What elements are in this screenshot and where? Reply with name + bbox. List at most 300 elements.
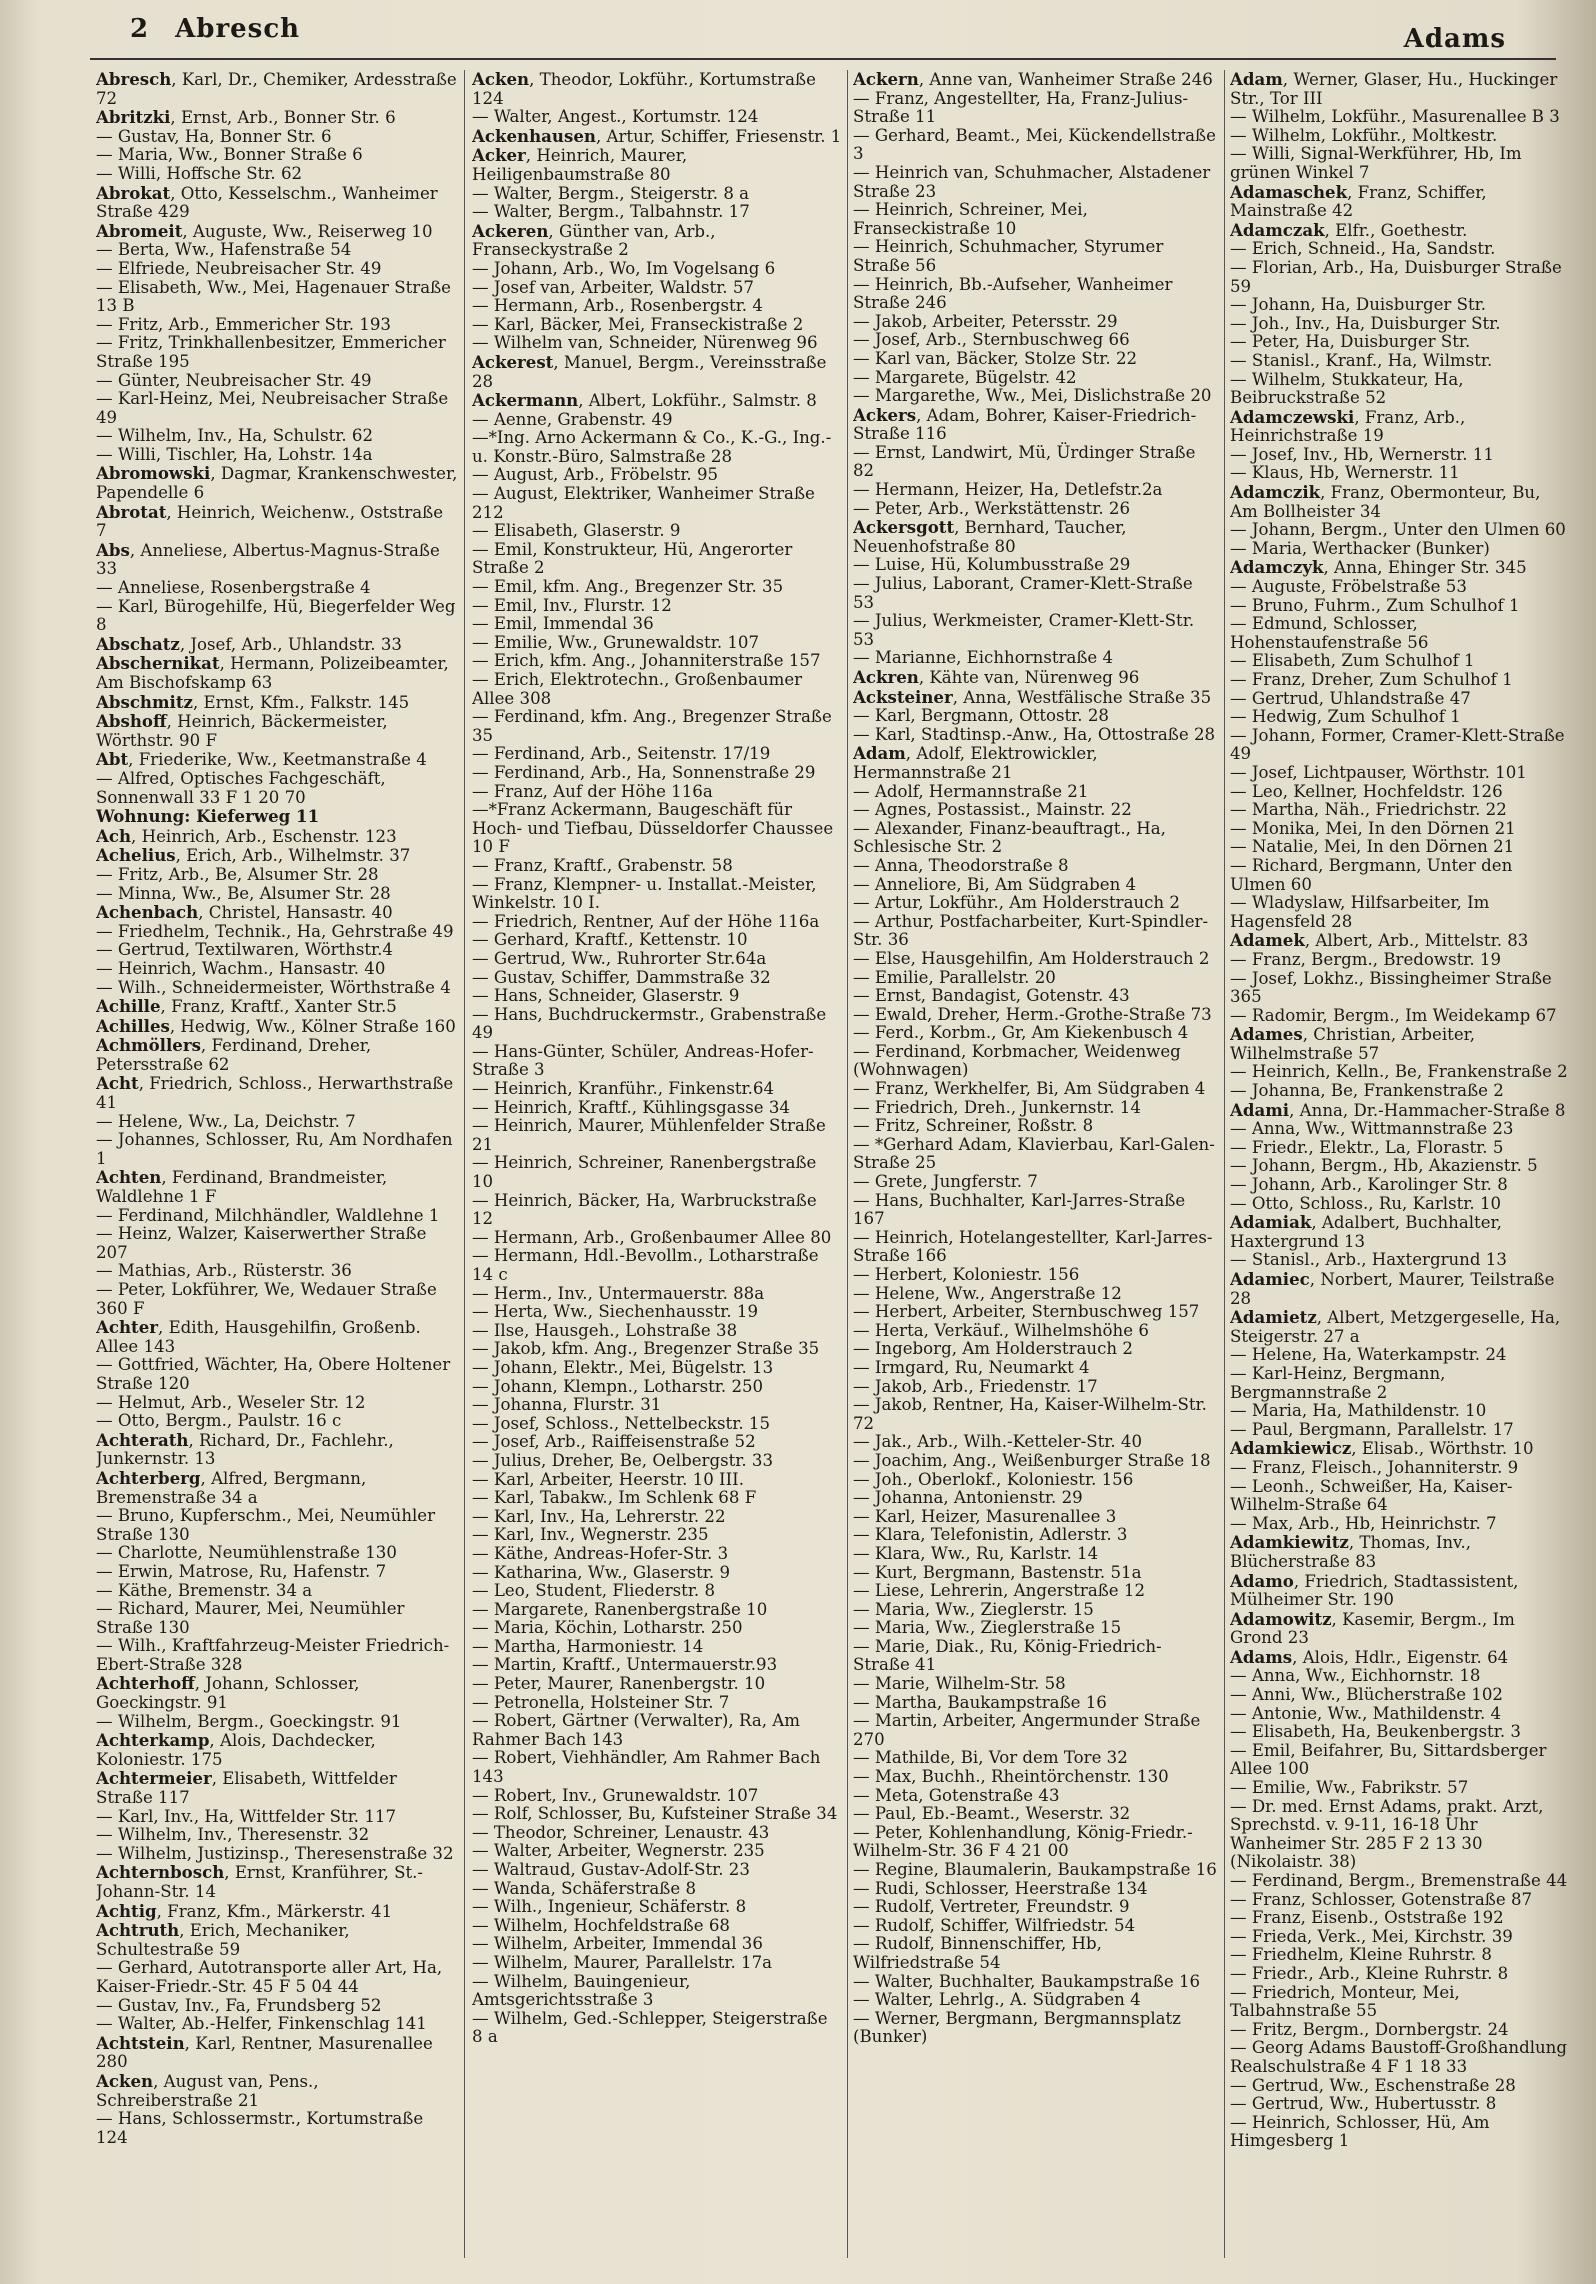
- directory-entry: — Friedrich, Dreh., Junkernstr. 14: [853, 1097, 1141, 1117]
- directory-entry: — Liese, Lehrerin, Angerstraße 12: [853, 1581, 1146, 1601]
- directory-entry: — Emil, Beifahrer, Bu, Sittardsberger Allee 100: [1230, 1740, 1547, 1779]
- directory-entry: — Joachim, Ang., Weißenburger Straße 18: [853, 1450, 1211, 1470]
- directory-entry: — Emil, kfm. Ang., Bregenzer Str. 35: [472, 577, 784, 597]
- directory-entry: Adamczik, Franz, Obermonteur, Bu, Am Bollheister 34: [1230, 482, 1541, 521]
- directory-entry: — Josef, Schloss., Nettelbeckstr. 15: [472, 1413, 770, 1433]
- directory-entry: — Ernst, Landwirt, Mü, Ürdinger Straße 82: [853, 442, 1196, 481]
- directory-entry: — Maria, Ww., Zieglerstraße 15: [853, 1618, 1122, 1638]
- directory-entry: — Margarete, Ranenbergstraße 10: [472, 1599, 768, 1619]
- directory-entry: — Wilhelm, Arbeiter, Immendal 36: [472, 1934, 763, 1954]
- directory-entry: — Franz, Dreher, Zum Schulhof 1: [1230, 670, 1513, 689]
- directory-entry: Achterhoff, Johann, Schlosser, Goeckingstr. 91: [96, 1673, 360, 1713]
- directory-entry: — *Gerhard Adam, Klavierbau, Karl-Galen-Straße 25: [853, 1134, 1215, 1173]
- directory-entry: — Johanna, Flurstr. 31: [472, 1395, 662, 1415]
- directory-entry: — Anna, Ww., Eichhornstr. 18: [1230, 1666, 1481, 1686]
- directory-entry: Achmöllers, Ferdinand, Dreher, Petersstraße 62: [96, 1035, 372, 1074]
- directory-entry: — Wilhelm, Justizinsp., Theresenstraße 32: [96, 1843, 454, 1863]
- directory-entry: — Rudolf, Binnenschiffer, Hb, Wilfriedstraße 54: [853, 1934, 1102, 1972]
- directory-entry: — Willi, Tischler, Ha, Lohstr. 14a: [96, 444, 373, 464]
- directory-entry: — Johann, Klempn., Lotharstr. 250: [472, 1376, 764, 1396]
- directory-entry: — Karl, Stadtinsp.-Anw., Ha, Ottostraße 28: [853, 724, 1216, 744]
- directory-entry: — Ferdinand, Korbmacher, Weidenweg (Wohnwagen): [853, 1041, 1181, 1080]
- directory-entry: — Wilh., Ingenieur, Schäferstr. 8: [472, 1897, 747, 1917]
- directory-entry: — Martin, Arbeiter, Angermunder Straße 270: [853, 1711, 1201, 1749]
- directory-entry: — Walter, Lehrlg., A. Südgraben 4: [853, 1990, 1141, 2010]
- directory-entry: — Maria, Ww., Zieglerstr. 15: [853, 1599, 1094, 1619]
- directory-entry: — Karl, Bürogehilfe, Hü, Biegerfelder Weg 8: [96, 596, 456, 635]
- directory-entry: — Waltraud, Gustav-Adolf-Str. 23: [472, 1860, 750, 1879]
- directory-entry: — Artur, Lokführ., Am Holderstrauch 2: [853, 893, 1180, 913]
- column-divider: [1224, 70, 1225, 2258]
- directory-entry: — Walter, Ab.-Helfer, Finkenschlag 141: [96, 2014, 427, 2034]
- directory-entry: — Stanisl., Kranf., Ha, Wilmstr.: [1230, 350, 1493, 370]
- directory-entry: — Heinrich, Schuhmacher, Styrumer Straße 56: [853, 237, 1164, 275]
- directory-entry: Achtruth, Erich, Mechaniker, Schultestraße 59: [96, 1920, 350, 1959]
- directory-entry: — Heinrich van, Schuhmacher, Alstadener Straße 23: [853, 162, 1211, 201]
- directory-entry: — Fritz, Arb., Be, Alsumer Str. 28: [96, 864, 379, 884]
- directory-entry: — Elisabeth, Glaserstr. 9: [472, 521, 681, 541]
- directory-entry: — Georg Adams Baustoff-Großhandlung Realschulstraße 4 F 1 18 33: [1230, 2038, 1567, 2076]
- directory-entry: Adams, Alois, Hdlr., Eigenstr. 64: [1230, 1646, 1509, 1667]
- directory-entry: — Martha, Harmoniestr. 14: [472, 1636, 704, 1656]
- directory-entry: — Natalie, Mei, In den Dörnen 21: [1230, 837, 1515, 857]
- directory-entry: Adamczewski, Franz, Arb., Heinrichstraße 19: [1230, 406, 1466, 446]
- directory-entry: Abshoff, Heinrich, Bäckermeister, Wörthstr. 90 F: [96, 711, 388, 750]
- directory-entry: — Klara, Telefonistin, Adlerstr. 3: [853, 1525, 1128, 1545]
- directory-entry: — Friedr., Arb., Kleine Ruhrstr. 8: [1230, 1963, 1509, 1983]
- header-left-word: Abresch: [175, 14, 301, 44]
- directory-entry: — Gertrud, Ww., Eschenstraße 28: [1230, 2075, 1516, 2095]
- column-1: [96, 70, 458, 2258]
- directory-entry: — Johanna, Antonienstr. 29: [853, 1488, 1083, 1508]
- directory-entry: — Jakob, Arbeiter, Petersstr. 29: [853, 311, 1118, 331]
- directory-entry: — Antonie, Ww., Mathildenstr. 4: [1230, 1703, 1502, 1723]
- directory-entry: Acksteiner, Anna, Westfälische Straße 35: [853, 686, 1212, 707]
- directory-entry: — Radomir, Bergm., Im Weidekamp 67: [1230, 1005, 1557, 1025]
- directory-entry: — Gustav, Ha, Bonner Str. 6: [96, 126, 332, 146]
- directory-entry: — Josef, Arb., Sternbuschweg 66: [853, 330, 1130, 350]
- directory-entry: — Walter, Buchhalter, Baukampstraße 16: [853, 1971, 1201, 1991]
- directory-entry: — Elisabeth, Zum Schulhof 1: [1230, 651, 1475, 671]
- directory-entry: — Rolf, Schlosser, Bu, Kufsteiner Straße 34: [472, 1804, 838, 1824]
- directory-entry: — Emil, Immendal 36: [472, 614, 654, 634]
- directory-entry: — Emil, Inv., Flurstr. 12: [472, 595, 672, 615]
- directory-entry: — Peter, Ha, Duisburger Str.: [1230, 332, 1471, 352]
- directory-entry: — Gerhard, Autotransporte aller Art, Ha, Kaiser-Friedr.-Str. 45 F 5 04 44: [96, 1958, 443, 1996]
- directory-entry: — August, Arb., Fröbelstr. 95: [472, 465, 719, 485]
- directory-entry: — Johann, Arb., Karolinger Str. 8: [1230, 1175, 1508, 1195]
- directory-entry: — Gertrud, Ww., Hubertusstr. 8: [1230, 2094, 1497, 2114]
- directory-entry: — Petronella, Holsteiner Str. 7: [472, 1692, 730, 1712]
- directory-entry: — Marie, Diak., Ru, König-Friedrich-Straße 41: [853, 1636, 1162, 1675]
- directory-entry: — Hans, Schlossermstr., Kortumstraße 124: [96, 2109, 424, 2147]
- directory-entry: — Joh., Oberlokf., Koloniestr. 156: [853, 1469, 1134, 1489]
- directory-entry: — Heinz, Walzer, Kaiserwerther Straße 207: [96, 1224, 427, 1262]
- directory-entry: — Florian, Arb., Ha, Duisburger Straße 59: [1230, 257, 1562, 296]
- directory-entry: — Elfriede, Neubreisacher Str. 49: [96, 258, 382, 278]
- directory-entry: Acht, Friedrich, Schloss., Herwarthstraße 41: [96, 1073, 454, 1113]
- directory-entry: — Emil, Konstrukteur, Hü, Angerorter Straße 2: [472, 539, 793, 578]
- directory-entry: — Paul, Eb.-Beamt., Weserstr. 32: [853, 1804, 1131, 1824]
- directory-entry: Abs, Anneliese, Albertus-Magnus-Straße 33: [96, 539, 440, 579]
- directory-entry: — Wilhelm, Lokführ., Moltkestr.: [1230, 125, 1498, 145]
- directory-entry: — Fritz, Schreiner, Roßstr. 8: [853, 1116, 1094, 1136]
- directory-entry: — Herta, Verkäuf., Wilhelmshöhe 6: [853, 1320, 1149, 1340]
- directory-entry: — Maria, Köchin, Lotharstr. 250: [472, 1618, 743, 1638]
- directory-entry: — Berta, Ww., Hafenstraße 54: [96, 240, 352, 260]
- directory-entry: — Heinrich, Schreiner, Ranenbergstraße 10: [472, 1153, 817, 1192]
- directory-entry: — Bruno, Kupferschm., Mei, Neumühler Straße 130: [96, 1506, 436, 1544]
- directory-entry: — Friedr., Elektr., La, Florastr. 5: [1230, 1137, 1504, 1157]
- directory-entry: — Arthur, Postfacharbeiter, Kurt-Spindler-Str. 36: [853, 911, 1209, 950]
- directory-entry: — Heinrich, Bäcker, Ha, Warbruckstraße 12: [472, 1190, 817, 1229]
- directory-entry: — Heinrich, Schlosser, Hü, Am Himgesberg 1: [1230, 2112, 1490, 2151]
- directory-entry: — Günter, Neubreisacher Str. 49: [96, 370, 372, 390]
- directory-entry: — Ilse, Hausgeh., Lohstraße 38: [472, 1320, 738, 1340]
- directory-entry: — Hans, Buchhalter, Karl-Jarres-Straße 167: [853, 1190, 1186, 1229]
- directory-entry: — Walter, Bergm., Steigerstr. 8 a: [472, 183, 750, 203]
- directory-entry: — August, Elektriker, Wanheimer Straße 212: [472, 484, 815, 522]
- directory-entry: — Hedwig, Zum Schulhof 1: [1230, 707, 1461, 727]
- directory-entry: — Frieda, Verk., Mei, Kirchstr. 39: [1230, 1926, 1513, 1946]
- directory-entry: Achternbosch, Ernst, Kranführer, St.-Johann-Str. 14: [96, 1862, 424, 1901]
- directory-entry: Adamo, Friedrich, Stadtassistent, Mülheimer Str. 190: [1230, 1570, 1519, 1610]
- directory-entry: — Erich, Schneid., Ha, Sandstr.: [1230, 239, 1496, 259]
- directory-entry: — Franz, Klempner- u. Installat.-Meister, Winkelstr. 10 I.: [472, 874, 817, 913]
- directory-entry: — Kurt, Bergmann, Bastenstr. 51a: [853, 1562, 1142, 1582]
- directory-entry: — Franz, Eisenb., Oststraße 192: [1230, 1908, 1504, 1928]
- directory-entry: — Leo, Kellner, Hochfeldstr. 126: [1230, 781, 1503, 801]
- directory-entry: Achtermeier, Elisabeth, Wittfelder Straße 117: [96, 1768, 397, 1808]
- directory-entry: Ackersgott, Bernhard, Taucher, Neuenhofstraße 80: [853, 517, 1127, 556]
- directory-entry: — Ewald, Dreher, Herm.-Grothe-Straße 73: [853, 1004, 1212, 1024]
- directory-entry: — Emilie, Ww., Grunewaldstr. 107: [472, 632, 760, 652]
- directory-entry: — Rudi, Schlosser, Heerstraße 134: [853, 1878, 1148, 1898]
- directory-entry: — Herm., Inv., Untermauerstr. 88a: [472, 1283, 765, 1303]
- directory-entry: — Theodor, Schreiner, Lenaustr. 43: [472, 1822, 770, 1842]
- directory-entry: Abt, Friederike, Ww., Keetmanstraße 4: [96, 749, 427, 770]
- directory-entry: — Gertrud, Uhlandstraße 47: [1230, 688, 1471, 708]
- directory-entry: Adam, Adolf, Elektrowickler, Hermannstraße 21: [853, 743, 1098, 782]
- directory-entry: — Margarethe, Ww., Mei, Dislichstraße 20: [853, 386, 1212, 406]
- directory-entry: — Martha, Näh., Friedrichstr. 22: [1230, 800, 1507, 820]
- directory-entry: — Heinrich, Schreiner, Mei, Franseckistraße 10: [853, 200, 1088, 238]
- column-3: [853, 70, 1218, 2258]
- directory-entry: Achterkamp, Alois, Dachdecker, Koloniestr. 175: [96, 1730, 376, 1769]
- directory-entry: Achten, Ferdinand, Brandmeister, Waldlehne 1 F: [96, 1167, 388, 1207]
- directory-entry: — Jakob, kfm. Ang., Bregenzer Straße 35: [472, 1339, 820, 1359]
- directory-entry: — Ferdinand, Arb., Ha, Sonnenstraße 29: [472, 762, 816, 782]
- directory-entry: — Anneliore, Bi, Am Südgraben 4: [853, 874, 1137, 894]
- directory-entry: — Johann, Arb., Wo, Im Vogelsang 6: [472, 258, 776, 278]
- directory-entry: Acken, Theodor, Lokführ., Kortumstraße 124: [472, 70, 816, 108]
- directory-entry: — Julius, Laborant, Cramer-Klett-Straße 53: [853, 574, 1193, 612]
- directory-entry: — Richard, Maurer, Mei, Neumühler Straße 130: [96, 1599, 405, 1637]
- directory-entry: — Wilh., Kraftfahrzeug-Meister Friedrich-Ebert-Straße 328: [96, 1636, 450, 1674]
- directory-entry: Achterath, Richard, Dr., Fachlehr., Junkernstr. 13: [96, 1429, 394, 1469]
- directory-entry: — Wladyslaw, Hilfsarbeiter, Im Hagensfeld 28: [1230, 893, 1490, 931]
- directory-entry: — Jakob, Arb., Friedenstr. 17: [853, 1376, 1098, 1396]
- directory-entry: — Karl, Inv., Wegnerstr. 235: [472, 1525, 709, 1545]
- directory-entry: Ackenhausen, Artur, Schiffer, Friesenstr. 1: [472, 125, 842, 146]
- directory-entry: — Helene, Ww., Angerstraße 12: [853, 1283, 1122, 1303]
- directory-entry: — Grete, Jungferstr. 7: [853, 1172, 1038, 1192]
- directory-entry: — Wilhelm, Hochfeldstraße 68: [472, 1915, 730, 1935]
- directory-entry: — Peter, Maurer, Ranenbergstr. 10: [472, 1674, 766, 1694]
- directory-entry: — Ferdinand, Bergm., Bremenstraße 44: [1230, 1871, 1568, 1890]
- directory-entry: — Josef, Arb., Raiffeisenstraße 52: [472, 1432, 756, 1452]
- directory-entry: — Franz, Bergm., Bredowstr. 19: [1230, 949, 1502, 969]
- directory-entry: — Karl, Tabakw., Im Schlenk 68 F: [472, 1488, 757, 1508]
- directory-entry: — Johann, Ha, Duisburger Str.: [1230, 295, 1487, 315]
- column-2: [472, 70, 842, 2258]
- directory-entry: —*Franz Ackermann, Baugeschäft für Hoch- und Tiefbau, Düsseldorfer Chaussee 10 F: [472, 800, 834, 857]
- directory-entry: — Auguste, Fröbelstraße 53: [1230, 577, 1467, 597]
- directory-entry: — Heinrich, Maurer, Mühlenfelder Straße 21: [472, 1116, 826, 1154]
- directory-entry: — Joh., Inv., Ha, Duisburger Str.: [1230, 313, 1501, 333]
- directory-entry: Adami, Anna, Dr.-Hammacher-Straße 8: [1230, 1099, 1566, 1120]
- directory-entry: Abresch, Karl, Dr., Chemiker, Ardesstraße 72: [96, 70, 457, 108]
- directory-entry: Adamek, Albert, Arb., Mittelstr. 83: [1230, 930, 1529, 951]
- directory-entry: Adamkiewitz, Thomas, Inv., Blücherstraße 83: [1230, 1532, 1472, 1571]
- directory-entry: Abschatz, Josef, Arb., Uhlandstr. 33: [96, 633, 402, 654]
- directory-entry: Adamkiewicz, Elisab., Wörthstr. 10: [1230, 1438, 1534, 1459]
- directory-entry: — Karl, Heizer, Masurenallee 3: [853, 1506, 1117, 1526]
- directory-entry: — Maria, Werthacker (Bunker): [1230, 538, 1490, 558]
- directory-entry: — Fritz, Bergm., Dornbergstr. 24: [1230, 2019, 1509, 2039]
- directory-entry: Acken, August van, Pens., Schreiberstraße 21: [96, 2070, 319, 2110]
- directory-entry: — Franz, Fleisch., Johanniterstr. 9: [1230, 1457, 1519, 1477]
- directory-entry: — Katharina, Ww., Glaserstr. 9: [472, 1562, 731, 1582]
- directory-entry: — Hans, Buchdruckermstr., Grabenstraße 49: [472, 1004, 827, 1043]
- directory-entry: — Johann, Former, Cramer-Klett-Straße 49: [1230, 725, 1565, 764]
- directory-entry: — Elisabeth, Ww., Mei, Hagenauer Straße 13 B: [96, 277, 451, 316]
- directory-entry: — Hermann, Arb., Rosenbergstr. 4: [472, 296, 763, 316]
- directory-entry: — Helmut, Arb., Weseler Str. 12: [96, 1392, 366, 1412]
- directory-entry: — Julius, Dreher, Be, Oelbergstr. 33: [472, 1450, 774, 1470]
- directory-entry: Ackern, Anne van, Wanheimer Straße 246: [853, 70, 1213, 89]
- directory-entry: — Heinrich, Bb.-Aufseher, Wanheimer Straße 246: [853, 274, 1173, 313]
- directory-entry: — Karl, Inv., Ha, Wittfelder Str. 117: [96, 1806, 397, 1826]
- directory-entry: — Franz, Auf der Höhe 116a: [472, 781, 713, 801]
- directory-entry: Ach, Heinrich, Arb., Eschenstr. 123: [96, 825, 397, 846]
- directory-entry: — Johann, Bergm., Unter den Ulmen 60: [1230, 520, 1566, 540]
- directory-entry: — Heinrich, Hotelangestellter, Karl-Jarres-Straße 166: [853, 1227, 1213, 1266]
- directory-entry: — Josef, Lokhz., Bissingheimer Straße 365: [1230, 968, 1552, 1007]
- column-divider: [464, 70, 465, 2258]
- directory-entry: Ackermann, Albert, Lokführ., Salmstr. 8: [472, 390, 817, 411]
- directory-entry: — Dr. med. Ernst Adams, prakt. Arzt, Sprechstd. v. 9-11, 16-18 Uhr Wanheimer Str. 285 F 2 13 30 (Nikolaistr. 38): [1230, 1796, 1544, 1872]
- directory-entry: Wohnung: Kieferweg 11: [96, 806, 320, 827]
- directory-entry: Abrotat, Heinrich, Weichenw., Oststraße 7: [96, 501, 444, 541]
- directory-entry: — Karl, Bäcker, Mei, Franseckistraße 2: [472, 314, 804, 334]
- directory-entry: — Franz, Kraftf., Grabenstr. 58: [472, 855, 733, 875]
- directory-entry: — Karl, Arbeiter, Heerstr. 10 III.: [472, 1469, 744, 1489]
- directory-entry: — Regine, Blaumalerin, Baukampstraße 16: [853, 1860, 1217, 1879]
- directory-entry: — Willi, Hoffsche Str. 62: [96, 163, 303, 183]
- directory-entry: — Edmund, Schlosser, Hohenstaufenstraße 56: [1230, 614, 1429, 652]
- directory-entry: — Mathilde, Bi, Vor dem Tore 32: [853, 1748, 1128, 1768]
- directory-entry: — Wanda, Schäferstraße 8: [472, 1878, 697, 1898]
- directory-entry: Achelius, Erich, Arb., Wilhelmstr. 37: [96, 845, 411, 866]
- directory-entry: — Robert, Viehhändler, Am Rahmer Bach 143: [472, 1748, 821, 1787]
- directory-entry: — Wilhelm, Bergm., Goeckingstr. 91: [96, 1711, 402, 1731]
- directory-entry: — Irmgard, Ru, Neumarkt 4: [853, 1357, 1090, 1377]
- directory-entry: — Johanna, Be, Frankenstraße 2: [1230, 1081, 1504, 1101]
- directory-entry: — Max, Arb., Hb, Heinrichstr. 7: [1230, 1513, 1497, 1533]
- directory-entry: — Gustav, Inv., Fa, Frundsberg 52: [96, 1995, 382, 2015]
- directory-entry: — Leonh., Schweißer, Ha, Kaiser-Wilhelm-Straße 64: [1230, 1476, 1513, 1515]
- directory-entry: — Klaus, Hb, Wernerstr. 11: [1230, 463, 1460, 483]
- directory-entry: — Herbert, Koloniestr. 156: [853, 1265, 1080, 1284]
- directory-entry: — Aenne, Grabenstr. 49: [472, 409, 673, 429]
- directory-entry: — Marie, Wilhelm-Str. 58: [853, 1674, 1066, 1694]
- directory-entry: — Johann, Bergm., Hb, Akazienstr. 5: [1230, 1156, 1538, 1176]
- directory-entry: — Ferdinand, kfm. Ang., Bregenzer Straße 35: [472, 707, 832, 745]
- column-divider: [847, 70, 848, 2258]
- directory-entry: Achilles, Hedwig, Ww., Kölner Straße 160: [96, 1015, 456, 1036]
- directory-entry: — Friedrich, Monteur, Mei, Talbahnstraße 55: [1230, 1982, 1460, 2021]
- directory-entry: Abschmitz, Ernst, Kfm., Falkstr. 145: [96, 691, 410, 712]
- directory-entry: — Stanisl., Arb., Haxtergrund 13: [1230, 1250, 1507, 1270]
- directory-entry: — Robert, Gärtner (Verwalter), Ra, Am Rahmer Bach 143: [472, 1711, 800, 1749]
- directory-entry: Adamiec, Norbert, Maurer, Teilstraße 28: [1230, 1269, 1555, 1308]
- directory-entry: — Gustav, Schiffer, Dammstraße 32: [472, 967, 771, 987]
- directory-entry: — Karl-Heinz, Bergmann, Bergmannstraße 2: [1230, 1363, 1446, 1402]
- directory-entry: Ackers, Adam, Bohrer, Kaiser-Friedrich-Straße 116: [853, 404, 1197, 444]
- header-rule: [90, 58, 1556, 60]
- directory-entry: — Alfred, Optisches Fachgeschäft, Sonnenwall 33 F 1 20 70: [96, 768, 386, 807]
- directory-entry: — Käthe, Andreas-Hofer-Str. 3: [472, 1543, 729, 1563]
- directory-entry: Achenbach, Christel, Hansastr. 40: [96, 902, 393, 923]
- directory-entry: — Ferdinand, Milchhändler, Waldlehne 1: [96, 1205, 440, 1225]
- directory-entry: Adam, Werner, Glaser, Hu., Huckinger Str., Tor III: [1230, 70, 1558, 108]
- directory-entry: — Jak., Arb., Wilh.-Ketteler-Str. 40: [853, 1432, 1143, 1452]
- directory-entry: Ackeren, Günther van, Arb., Franseckystraße 2: [472, 220, 716, 260]
- directory-entry: Abritzki, Ernst, Arb., Bonner Str. 6: [96, 107, 396, 128]
- directory-entry: — Ferd., Korbm., Gr, Am Kiekenbusch 4: [853, 1023, 1189, 1043]
- directory-entry: — Emilie, Ww., Fabrikstr. 57: [1230, 1778, 1469, 1798]
- directory-entry: — Walter, Angest., Kortumstr. 124: [472, 107, 759, 127]
- directory-entry: Adamaschek, Franz, Schiffer, Mainstraße 42: [1230, 181, 1487, 221]
- directory-entry: — Mathias, Arb., Rüsterstr. 36: [96, 1261, 352, 1281]
- directory-entry: — Friedhelm, Kleine Ruhrstr. 8: [1230, 1945, 1492, 1965]
- directory-entry: — Adolf, Hermannstraße 21: [853, 781, 1089, 801]
- directory-entry: Adamowitz, Kasemir, Bergm., Im Grond 23: [1230, 1608, 1515, 1648]
- directory-entry: — Margarete, Bügelstr. 42: [853, 367, 1077, 387]
- directory-entry: Acker, Heinrich, Maurer, Heiligenbaumstraße 80: [472, 145, 688, 184]
- directory-entry: — Peter, Kohlenhandlung, König-Friedr.-Wilhelm-Str. 36 F 4 21 00: [853, 1822, 1193, 1861]
- directory-entry: — Bruno, Fuhrm., Zum Schulhof 1: [1230, 595, 1520, 615]
- directory-entry: — Gerhard, Kraftf., Kettenstr. 10: [472, 930, 748, 950]
- directory-entry: — Agnes, Postassist., Mainstr. 22: [853, 800, 1132, 820]
- directory-entry: — Wilh., Schneidermeister, Wörthstraße 4: [96, 977, 451, 997]
- directory-entry: Achtstein, Karl, Rentner, Masurenallee 280: [96, 2032, 433, 2072]
- directory-entry: — Anneliese, Rosenbergstraße 4: [96, 578, 371, 598]
- directory-entry: Ackren, Kähte van, Nürenweg 96: [853, 667, 1140, 687]
- directory-entry: — Karl-Heinz, Mei, Neubreisacher Straße 49: [96, 389, 449, 427]
- directory-entry: — Hans, Schneider, Glaserstr. 9: [472, 986, 740, 1006]
- directory-entry: — Karl van, Bäcker, Stolze Str. 22: [853, 348, 1138, 368]
- directory-entry: — Wilhelm, Lokführ., Masurenallee B 3: [1230, 107, 1560, 127]
- directory-entry: — Walter, Bergm., Talbahnstr. 17: [472, 202, 750, 222]
- directory-entry: — Wilhelm, Inv., Ha, Schulstr. 62: [96, 426, 374, 446]
- directory-entry: — Franz, Angestellter, Ha, Franz-Julius-Straße 11: [853, 88, 1189, 127]
- directory-entry: Ackerest, Manuel, Bergm., Vereinsstraße 28: [472, 351, 827, 391]
- directory-entry: — Meta, Gotenstraße 43: [853, 1785, 1060, 1805]
- directory-entry: — Marianne, Eichhornstraße 4: [853, 648, 1114, 668]
- directory-entry: — Wilhelm, Maurer, Parallelstr. 17a: [472, 1952, 773, 1972]
- directory-entry: — Martin, Kraftf., Untermauerstr.93: [472, 1655, 778, 1675]
- header-right-word: Adams: [1403, 24, 1506, 54]
- directory-entry: — Gertrud, Ww., Ruhrorter Str.64a: [472, 948, 767, 968]
- directory-entry: — Erich, kfm. Ang., Johanniterstraße 157: [472, 651, 821, 671]
- directory-entry: — Ingeborg, Am Holderstrauch 2: [853, 1339, 1133, 1359]
- directory-entry: — Richard, Bergmann, Unter den Ulmen 60: [1230, 855, 1513, 894]
- directory-entry: — Gottfried, Wächter, Ha, Obere Holtener Straße 120: [96, 1355, 451, 1393]
- directory-entry: — Maria, Ww., Bonner Straße 6: [96, 145, 363, 165]
- directory-entry: — Walter, Arbeiter, Wegnerstr. 235: [472, 1841, 765, 1861]
- directory-entry: — Helene, Ha, Waterkampstr. 24: [1230, 1345, 1507, 1365]
- directory-entry: — Johann, Elektr., Mei, Bügelstr. 13: [472, 1357, 774, 1377]
- directory-entry: — Heinrich, Kraftf., Kühlingsgasse 34: [472, 1097, 790, 1117]
- directory-entry: — Robert, Inv., Grunewaldstr. 107: [472, 1785, 759, 1805]
- directory-entry: — Hermann, Arb., Großenbaumer Allee 80: [472, 1227, 832, 1247]
- directory-entry: — Otto, Bergm., Paulstr. 16 c: [96, 1411, 342, 1431]
- directory-entry: — Hermann, Hdl.-Bevollm., Lotharstraße 14 c: [472, 1246, 819, 1284]
- directory-entry: — Luise, Hü, Kolumbusstraße 29: [853, 555, 1131, 575]
- directory-entry: — Erich, Elektrotechn., Großenbaumer Allee 308: [472, 670, 803, 708]
- directory-entry: — Paul, Bergmann, Parallelstr. 17: [1230, 1419, 1514, 1439]
- directory-entry: — Otto, Schloss., Ru, Karlstr. 10: [1230, 1193, 1502, 1213]
- directory-entry: — Heinrich, Kelln., Be, Frankenstraße 2: [1230, 1062, 1568, 1082]
- directory-entry: — Rudolf, Vertreter, Freundstr. 9: [853, 1897, 1130, 1917]
- directory-entry: — Wilhelm, Ged.-Schlepper, Steigerstraße 8 a: [472, 2008, 828, 2047]
- directory-entry: — Else, Hausgehilfin, Am Holderstrauch 2: [853, 948, 1210, 968]
- directory-entry: — Josef van, Arbeiter, Waldstr. 57: [472, 277, 754, 297]
- directory-entry: Abromowski, Dagmar, Krankenschwester, Papendelle 6: [96, 463, 458, 503]
- directory-entry: — Johannes, Schlosser, Ru, Am Nordhafen 1: [96, 1130, 453, 1168]
- directory-entry: — Gerhard, Beamt., Mei, Kückendellstraße 3: [853, 125, 1216, 164]
- directory-entry: — Willi, Signal-Werkführer, Hb, Im grünen Winkel 7: [1230, 144, 1522, 182]
- directory-entry: — Alexander, Finanz-beauftragt., Ha, Schlesische Str. 2: [853, 818, 1166, 857]
- directory-entry: — Hermann, Heizer, Ha, Detlefstr.2a: [853, 480, 1163, 500]
- directory-entry: Adamiak, Adalbert, Buchhalter, Haxtergrund 13: [1230, 1212, 1502, 1251]
- column-4: [1230, 70, 1572, 2258]
- directory-entry: — Anni, Ww., Blücherstraße 102: [1230, 1685, 1503, 1705]
- directory-entry: — Erwin, Matrose, Ru, Hafenstr. 7: [96, 1561, 387, 1581]
- directory-entry: — Josef, Lichtpauser, Wörthstr. 101: [1230, 762, 1527, 782]
- directory-entry: — Charlotte, Neumühlenstraße 130: [96, 1543, 397, 1563]
- header-left: [130, 14, 300, 44]
- directory-entry: Achterberg, Alfred, Bergmann, Bremenstraße 34 a: [96, 1467, 367, 1507]
- directory-entry: — Julius, Werkmeister, Cramer-Klett-Str. 53: [853, 611, 1195, 649]
- directory-entry: — Heinrich, Wachm., Hansastr. 40: [96, 958, 386, 978]
- directory-entry: — Klara, Ww., Ru, Karlstr. 14: [853, 1543, 1099, 1563]
- directory-entry: — Herbert, Arbeiter, Sternbuschweg 157: [853, 1302, 1200, 1322]
- directory-entry: — Helene, Ww., La, Deichstr. 7: [96, 1111, 356, 1131]
- directory-entry: — Gertrud, Textilwaren, Wörthstr.4: [96, 940, 393, 960]
- directory-entry: — Josef, Inv., Hb, Wernerstr. 11: [1230, 444, 1494, 464]
- directory-entry: — Peter, Arb., Werkstättenstr. 26: [853, 498, 1131, 518]
- directory-entry: — Fritz, Arb., Emmericher Str. 193: [96, 314, 391, 334]
- directory-entry: Achille, Franz, Kraftf., Xanter Str.5: [96, 996, 397, 1017]
- directory-entry: — Leo, Student, Fliederstr. 8: [472, 1581, 716, 1601]
- directory-entry: — Werner, Bergmann, Bergmannsplatz (Bunker): [853, 2008, 1181, 2047]
- directory-entry: — Rudolf, Schiffer, Wilfriedstr. 54: [853, 1915, 1136, 1935]
- directory-entry: — Anna, Theodorstraße 8: [853, 855, 1069, 875]
- directory-entry: — Elisabeth, Ha, Beukenbergstr. 3: [1230, 1722, 1521, 1742]
